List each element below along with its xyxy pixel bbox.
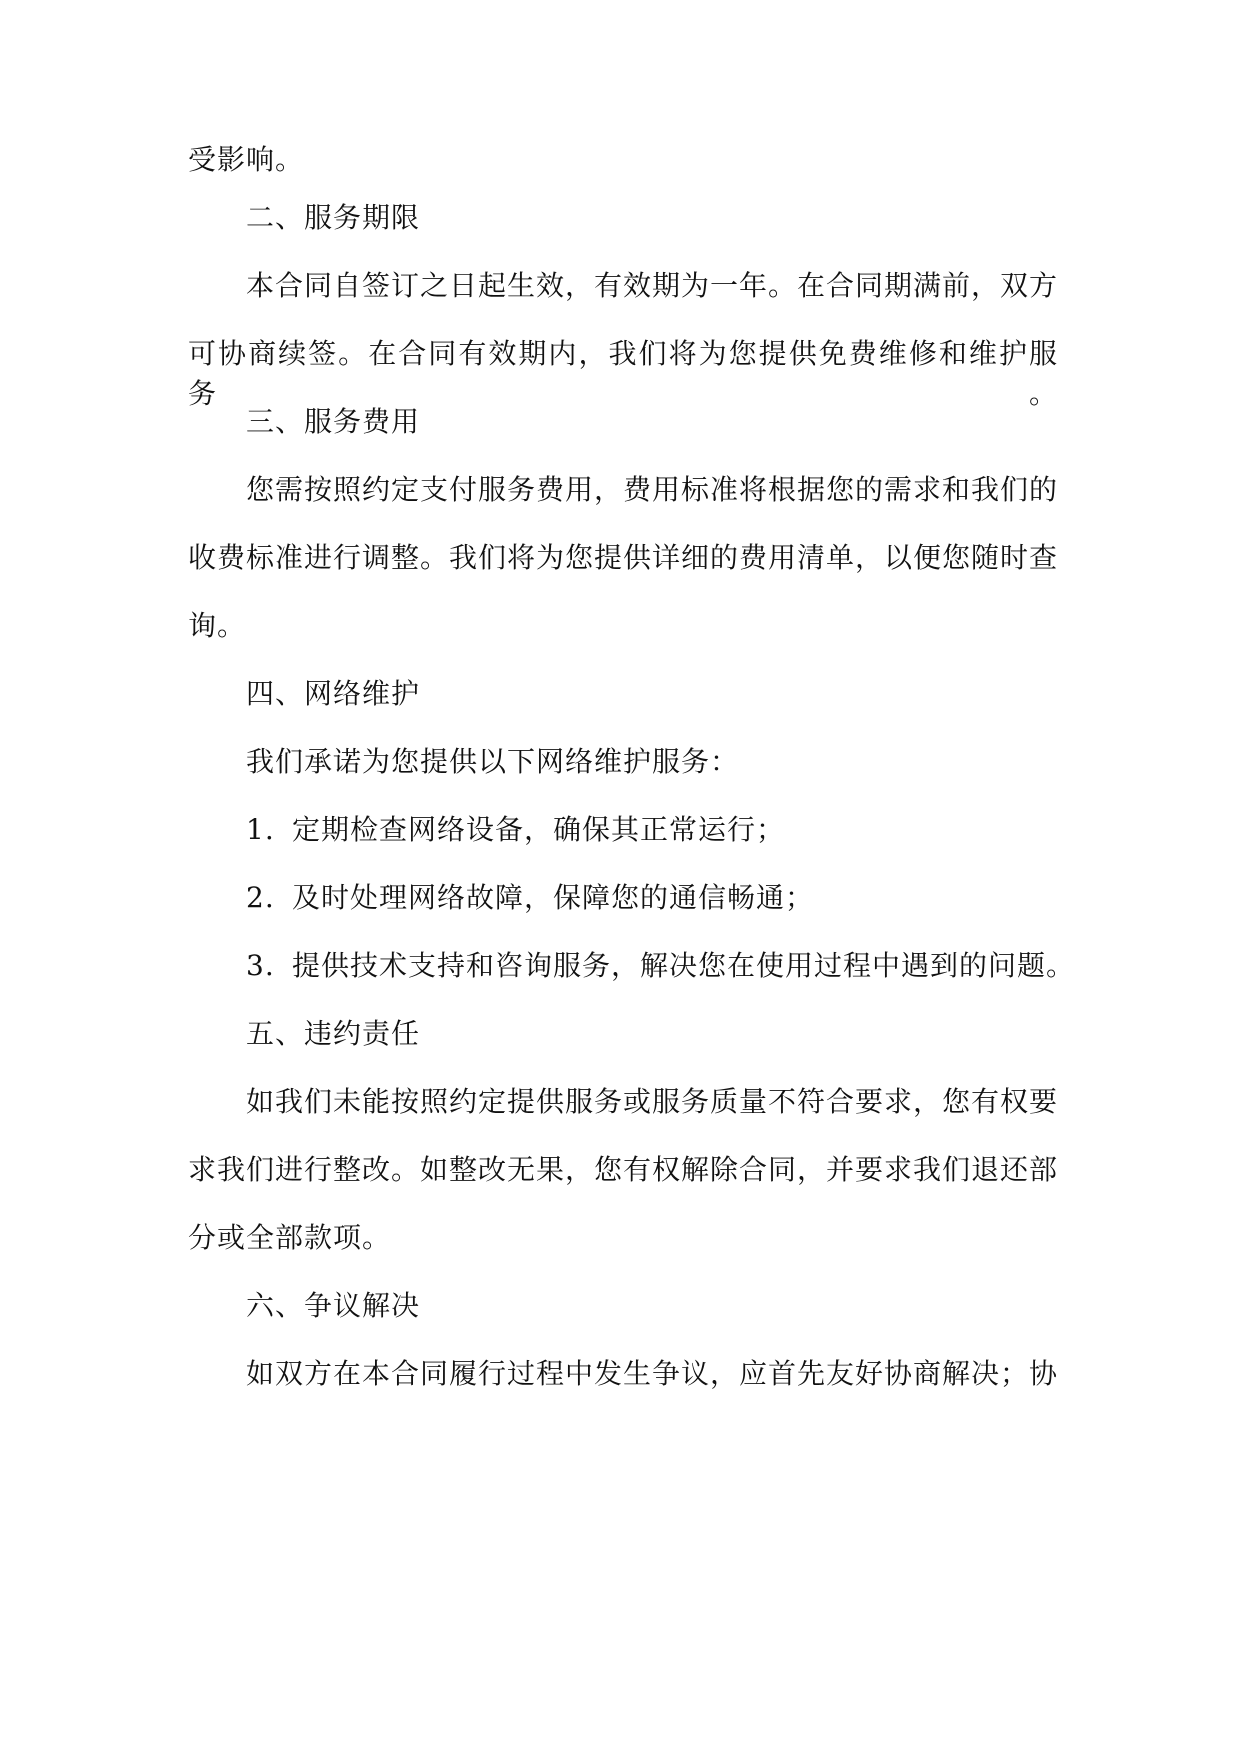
- section-heading-service-term: 二、服务期限: [246, 201, 421, 234]
- section-heading-network-maintenance: 四、网络维护: [246, 677, 421, 710]
- paragraph-line: 分或全部款项。: [188, 1221, 392, 1254]
- paragraph-line: 本合同自签订之日起生效，有效期为一年。在合同期满前，双方: [246, 269, 1059, 302]
- list-item: [246, 946, 1076, 986]
- section-heading-breach-liability: 五、违约责任: [246, 1017, 421, 1050]
- list-item-text: 提供技术支持和咨询服务，解决您在使用过程中遇到的问题。: [292, 949, 1076, 982]
- list-number: 2.: [246, 881, 275, 914]
- list-item-text: 及时处理网络故障，保障您的通信畅通；: [292, 881, 815, 914]
- paragraph-line: 求我们进行整改。如整改无果，您有权解除合同，并要求我们退还部: [188, 1153, 1059, 1186]
- list-item: [246, 878, 1058, 918]
- paragraph-line: 受影响。: [188, 143, 305, 176]
- paragraph-line: 我们承诺为您提供以下网络维护服务：: [246, 745, 740, 778]
- paragraph-line: 如我们未能按照约定提供服务或服务质量不符合要求，您有权要: [246, 1085, 1059, 1118]
- paragraph-line: 询。: [188, 609, 247, 642]
- paragraph-line: 收费标准进行调整。我们将为您提供详细的费用清单，以便您随时查: [188, 541, 1059, 574]
- paragraph-line: 可协商续签。在合同有效期内，我们将为您提供免费维修和维护服务。: [188, 337, 1058, 410]
- section-heading-dispute-resolution: 六、争议解决: [246, 1289, 421, 1322]
- list-number: 1.: [246, 813, 275, 846]
- paragraph-line: 如双方在本合同履行过程中发生争议，应首先友好协商解决；协: [246, 1357, 1059, 1390]
- list-item-text: 定期检查网络设备，确保其正常运行；: [292, 813, 786, 846]
- section-heading-service-fee: 三、服务费用: [246, 405, 421, 438]
- paragraph-line: 您需按照约定支付服务费用，费用标准将根据您的需求和我们的: [246, 473, 1059, 506]
- list-number: 3.: [246, 949, 275, 982]
- list-item: [246, 810, 1058, 850]
